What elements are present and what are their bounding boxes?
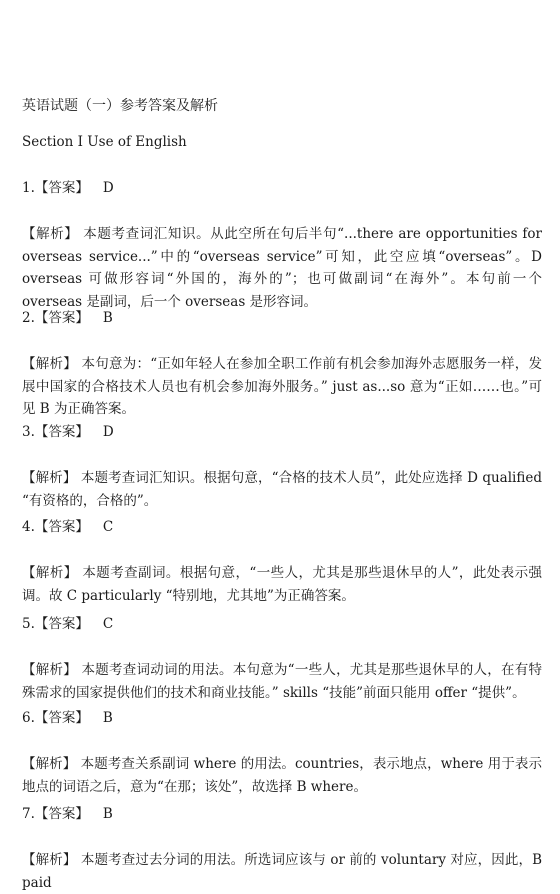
answer-label: 5.【答案】 (22, 616, 89, 632)
answer-value: D (102, 180, 114, 196)
answer-line (22, 176, 542, 196)
answer-line (22, 802, 542, 822)
answer-label: 7.【答案】 (22, 806, 89, 822)
question-1 (22, 176, 542, 313)
answer-line (22, 420, 542, 440)
analysis-text: 【解析】 本题考查词动词的用法。本句意为“一些人，尤其是那些退休早的人，在有特殊需求的国家提供他们的技术和商业技能。” skills “技能”前面只能用 offer “提供”。 (22, 662, 542, 701)
analysis-text: 【解析】 本题考查副词。根据句意，“一些人，尤其是那些退休早的人”，此处表示强调。故 C particularly “特别地，尤其地”为正确答案。 (22, 565, 542, 604)
answer-label: 2.【答案】 (22, 310, 89, 326)
answer-value: B (102, 710, 113, 726)
answer-label: 6.【答案】 (22, 710, 89, 726)
question-2 (22, 306, 542, 421)
analysis-text: 【解析】 本题考查过去分词的用法。所选词应该与 or 前的 voluntary 对应，因此，B paid (22, 852, 542, 891)
question-6 (22, 706, 542, 798)
section-heading: Section I Use of English (22, 134, 187, 150)
answer-line (22, 612, 542, 632)
answer-value: C (102, 519, 114, 535)
answer-line (22, 706, 542, 726)
question-5 (22, 612, 542, 704)
analysis-text: 【解析】 本题考查词汇知识。根据句意，“合格的技术人员”，此处应选择 D qualified “有资格的，合格的”。 (22, 470, 542, 509)
analysis-text: 【解析】 本题考查词汇知识。从此空所在句后半句“...there are opportunities for overseas service...”中的“overseas service”可知，此空应填“overseas”。D overseas 可做形容词“外国的，海外的”；也可做副词“在海外”。本句前一个 overseas 是副词，后一个 overseas 是形容词。 (22, 226, 542, 310)
answer-value: C (102, 616, 114, 632)
answer-label: 3.【答案】 (22, 424, 89, 440)
answer-label: 4.【答案】 (22, 519, 89, 535)
question-3 (22, 420, 542, 512)
document-title: 英语试题（一）参考答案及解析 (22, 98, 218, 114)
answer-label: 1.【答案】 (22, 180, 89, 196)
answer-value: D (102, 424, 114, 440)
answer-line (22, 306, 542, 326)
question-7 (22, 802, 542, 894)
answer-value: B (102, 806, 113, 822)
answer-value: B (102, 310, 113, 326)
analysis-text: 【解析】 本题考查关系副词 where 的用法。countries，表示地点，where 用于表示地点的词语之后，意为“在那；该处”，故选择 B where。 (22, 756, 542, 795)
analysis-text: 【解析】 本句意为：“正如年轻人在参加全职工作前有机会参加海外志愿服务一样，发展中国家的合格技术人员也有机会参加海外服务。” just as...so 意为“正如……也。”可见 B 为正确答案。 (22, 356, 542, 417)
question-4 (22, 515, 542, 607)
answer-line (22, 515, 542, 535)
